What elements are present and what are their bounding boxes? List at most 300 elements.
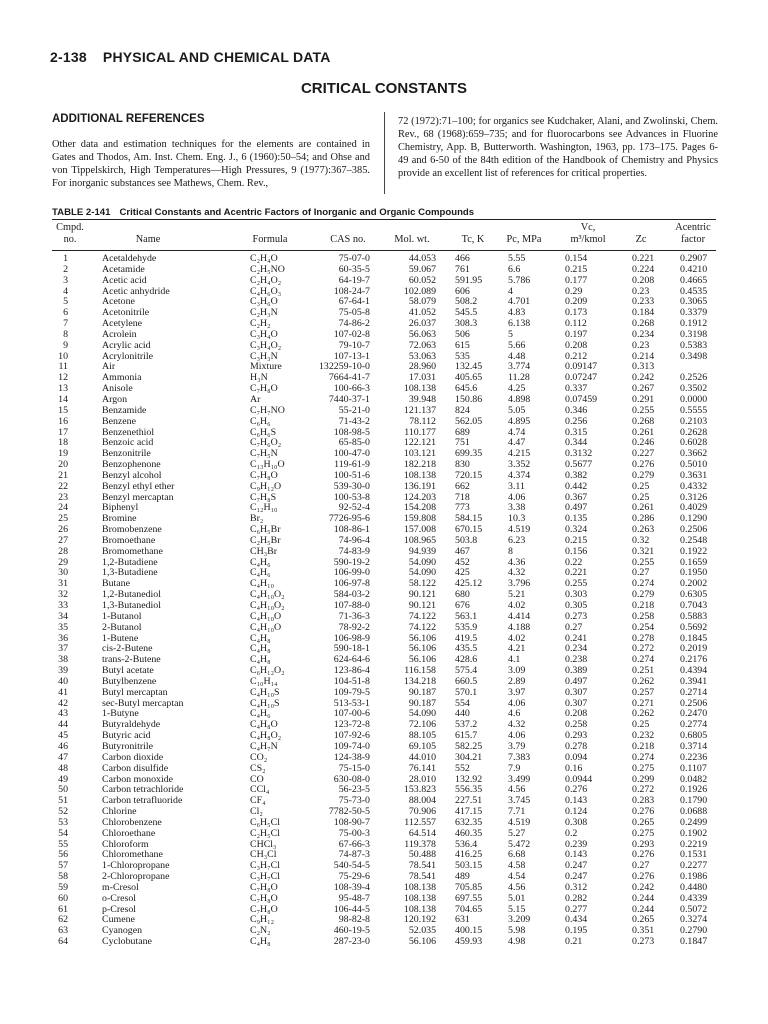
cas-number-cell: 100-51-6 — [333, 469, 370, 481]
formula-cell: C₄H₈ — [250, 632, 271, 644]
formula-cell: C₁₀H₁₄ — [250, 675, 278, 687]
acentric-factor-cell: 0.3498 — [680, 350, 708, 362]
acentric-factor-cell: 0.2219 — [680, 838, 708, 850]
compound-name-cell: Benzyl ethyl ether — [102, 480, 175, 492]
critical-temperature-cell: 660.5 — [455, 675, 478, 687]
critical-volume-cell: 0.337 — [565, 383, 588, 395]
molecular-weight-cell: 17.031 — [408, 372, 436, 384]
formula-cell: C₁₂H₁₀ — [250, 502, 278, 514]
molecular-weight-cell: 88.004 — [408, 795, 436, 807]
cas-number-cell: 539-30-0 — [333, 480, 370, 492]
critical-temperature-cell: 535.9 — [455, 621, 478, 633]
compound-name-cell: Chlorobenzene — [102, 816, 162, 828]
critical-volume-cell: 0.156 — [565, 545, 588, 557]
compound-name-cell: 1,2-Butanediol — [102, 589, 161, 601]
formula-cell: CH₃Br — [250, 545, 278, 557]
molecular-weight-cell: 134.218 — [403, 675, 436, 687]
row-number-cell: 59 — [58, 881, 68, 893]
critical-pressure-cell: 3.774 — [508, 361, 531, 373]
critical-volume-cell: 0.173 — [565, 307, 588, 319]
acentric-factor-cell: 0.1790 — [680, 795, 708, 807]
critical-temperature-cell: 570.1 — [455, 686, 478, 698]
compressibility-factor-cell: 0.25 — [632, 480, 650, 492]
cas-number-cell: 123-86-4 — [333, 665, 370, 677]
critical-volume-cell: 0.256 — [565, 415, 588, 427]
row-number-cell: 50 — [58, 784, 68, 796]
acentric-factor-cell: 0.3631 — [680, 469, 708, 481]
molecular-weight-cell: 44.010 — [408, 751, 436, 763]
cas-number-cell: 67-64-1 — [338, 296, 370, 308]
cas-number-cell: 123-72-8 — [333, 719, 370, 731]
row-number-cell: 40 — [58, 675, 68, 687]
formula-cell: C₂H₅Br — [250, 534, 281, 546]
header-zc: Zc — [635, 234, 647, 245]
acentric-factor-cell: 0.6805 — [680, 730, 708, 742]
molecular-weight-cell: 90.187 — [408, 686, 436, 698]
formula-cell: C₄H₁₀O — [250, 610, 282, 622]
critical-pressure-cell: 5.98 — [508, 925, 526, 937]
critical-volume-cell: 0.094 — [565, 751, 588, 763]
molecular-weight-cell: 74.122 — [408, 621, 436, 633]
row-number-cell: 4 — [63, 285, 68, 297]
compressibility-factor-cell: 0.244 — [632, 903, 655, 915]
cas-number-cell: 590-19-2 — [333, 556, 370, 568]
acentric-factor-cell: 0.2236 — [680, 751, 708, 763]
critical-pressure-cell: 4.414 — [508, 610, 531, 622]
table-row — [52, 547, 716, 558]
acentric-factor-cell: 0.0482 — [680, 773, 708, 785]
formula-cell: H₃N — [250, 372, 268, 384]
critical-pressure-cell: 4.519 — [508, 524, 531, 536]
formula-cell: CCl₄ — [250, 784, 270, 796]
row-number-cell: 14 — [58, 393, 68, 405]
compound-name-cell: Bromine — [102, 513, 137, 525]
acentric-factor-cell: 0.5383 — [680, 339, 708, 351]
table-title: Critical Constants and Acentric Factors of Inorganic and Organic Compounds — [119, 207, 475, 218]
molecular-weight-cell: 103.121 — [403, 448, 436, 460]
compressibility-factor-cell: 0.267 — [632, 383, 655, 395]
critical-volume-cell: 0.143 — [565, 849, 588, 861]
molecular-weight-cell: 122.121 — [403, 437, 436, 449]
critical-pressure-cell: 4.374 — [508, 469, 531, 481]
compound-name-cell: Cumene — [102, 914, 135, 926]
row-number-cell: 3 — [63, 274, 68, 286]
critical-temperature-cell: 615 — [455, 339, 470, 351]
critical-pressure-cell: 4.98 — [508, 936, 526, 948]
compound-name-cell: Acetone — [102, 296, 135, 308]
acentric-factor-cell: 0.5010 — [680, 459, 708, 471]
cas-number-cell: 79-10-7 — [338, 339, 370, 351]
formula-cell: C₃H₇Cl — [250, 871, 280, 883]
formula-cell: C₄H₆O₃ — [250, 285, 282, 297]
molecular-weight-cell: 153.823 — [403, 784, 436, 796]
row-number-cell: 33 — [58, 600, 68, 611]
critical-pressure-cell: 4.1 — [508, 654, 521, 666]
molecular-weight-cell: 124.203 — [403, 491, 436, 503]
compressibility-factor-cell: 0.279 — [632, 469, 655, 481]
acentric-factor-cell: 0.5072 — [680, 903, 708, 915]
compound-name-cell: Butane — [102, 578, 130, 590]
critical-temperature-cell: 697.55 — [455, 892, 483, 904]
compound-name-cell: Benzonitrile — [102, 448, 151, 460]
compound-name-cell: 1-Butene — [102, 632, 139, 644]
critical-volume-cell: 0.07459 — [565, 393, 598, 405]
row-number-cell: 13 — [58, 383, 68, 395]
molecular-weight-cell: 136.191 — [403, 480, 436, 492]
critical-temperature-cell: 704.65 — [455, 903, 483, 915]
row-number-cell: 38 — [58, 654, 68, 666]
critical-pressure-cell: 4.701 — [508, 296, 531, 308]
critical-pressure-cell: 6.68 — [508, 849, 526, 861]
critical-pressure-cell: 5.786 — [508, 274, 531, 286]
critical-volume-cell: 0.177 — [565, 274, 588, 286]
critical-temperature-cell: 425 — [455, 567, 470, 579]
row-number-cell: 19 — [58, 448, 68, 460]
critical-pressure-cell: 10.3 — [508, 513, 526, 525]
table-row — [52, 720, 716, 731]
critical-volume-cell: 0.497 — [565, 675, 588, 687]
compound-name-cell: Bromobenzene — [102, 524, 162, 536]
formula-cell: C₆H₅Cl — [250, 816, 280, 828]
acentric-factor-cell: 0.2277 — [680, 860, 708, 872]
row-number-cell: 27 — [58, 534, 68, 546]
row-number-cell: 54 — [58, 827, 68, 839]
formula-cell: C₄H₈ — [250, 654, 271, 666]
compound-name-cell: Acetonitrile — [102, 307, 150, 319]
critical-pressure-cell: 4.36 — [508, 556, 526, 568]
compressibility-factor-cell: 0.218 — [632, 740, 655, 752]
compressibility-factor-cell: 0.276 — [632, 871, 655, 883]
critical-temperature-cell: 466 — [455, 253, 470, 264]
critical-volume-cell: 0.442 — [565, 480, 588, 492]
acentric-factor-cell: 0.4480 — [680, 881, 708, 893]
critical-volume-cell: 0.307 — [565, 686, 588, 698]
molecular-weight-cell: 56.106 — [408, 643, 436, 655]
acentric-factor-cell: 0.2002 — [680, 578, 708, 590]
critical-temperature-cell: 830 — [455, 459, 470, 471]
compressibility-factor-cell: 0.291 — [632, 393, 655, 405]
critical-volume-cell: 0.112 — [565, 318, 587, 330]
formula-cell: C₄H₁₀ — [250, 578, 275, 590]
cas-number-cell: 7440-37-1 — [328, 393, 370, 405]
critical-volume-cell: 0.239 — [565, 838, 588, 850]
molecular-weight-cell: 108.138 — [403, 903, 436, 915]
formula-cell: CHCl₃ — [250, 838, 277, 850]
critical-temperature-cell: 606 — [455, 285, 470, 297]
critical-pressure-cell: 4.02 — [508, 600, 526, 611]
formula-cell: Br₂ — [250, 513, 264, 525]
formula-cell: C₆H₁₂O₂ — [250, 665, 285, 677]
compressibility-factor-cell: 0.255 — [632, 404, 655, 416]
formula-cell: C₂N₂ — [250, 925, 271, 937]
compound-name-cell: Acetic anhydride — [102, 285, 170, 297]
row-number-cell: 43 — [58, 708, 68, 720]
compound-name-cell: Benzenethiol — [102, 426, 155, 438]
table-row — [52, 796, 716, 807]
critical-volume-cell: 0.282 — [565, 892, 588, 904]
compressibility-factor-cell: 0.246 — [632, 437, 655, 449]
critical-pressure-cell: 3.352 — [508, 459, 531, 471]
formula-cell: CS₂ — [250, 762, 266, 774]
critical-volume-cell: 0.293 — [565, 730, 588, 742]
cas-number-cell: 100-53-8 — [333, 491, 370, 503]
acentric-factor-cell: 0.3198 — [680, 328, 708, 340]
critical-temperature-cell: 720.15 — [455, 469, 483, 481]
table-row — [52, 438, 716, 449]
references-right-text: 72 (1972):71–100; for organics see Kudchaker, Alani, and Zwolinski, Chem. Rev., 68 (1968):659–735; and for fluorocarbons see Advances in Fluorine Chemistry, App. B, Butterworth. Washington, 1963, pp. 173–175. Pages 6-49 and 6-50 of the 84th edition of the Handbook of Chemistry and Physics provide an excellent list of references for critical properties. — [398, 116, 718, 180]
compound-name-cell: Butyric acid — [102, 730, 151, 742]
critical-temperature-cell: 631 — [455, 914, 470, 926]
critical-pressure-cell: 4.6 — [508, 708, 521, 720]
header-cas: CAS no. — [330, 234, 366, 245]
row-number-cell: 5 — [63, 296, 68, 308]
acentric-factor-cell: 0.3379 — [680, 307, 708, 319]
formula-cell: C₄H₈ — [250, 936, 271, 948]
critical-temperature-cell: 459.93 — [455, 936, 483, 948]
molecular-weight-cell: 64.514 — [408, 827, 436, 839]
critical-volume-cell: 0.22 — [565, 556, 583, 568]
table-row — [52, 319, 716, 330]
table-row — [52, 699, 716, 710]
critical-pressure-cell: 6.23 — [508, 534, 526, 546]
cas-number-cell: 75-07-0 — [338, 253, 370, 264]
critical-temperature-cell: 304.21 — [455, 751, 483, 763]
critical-temperature-cell: 506 — [455, 328, 470, 340]
compound-name-cell: Carbon tetrafluoride — [102, 795, 183, 807]
acentric-factor-cell: 0.4339 — [680, 892, 708, 904]
critical-volume-cell: 0.154 — [565, 253, 588, 264]
table-row — [52, 872, 716, 883]
acentric-factor-cell: 0.1290 — [680, 513, 708, 525]
critical-pressure-cell: 11.28 — [508, 372, 530, 384]
acentric-factor-cell: 0.5692 — [680, 621, 708, 633]
molecular-weight-cell: 90.121 — [408, 589, 436, 601]
cas-number-cell: 109-74-0 — [333, 740, 370, 752]
compound-name-cell: 1,3-Butadiene — [102, 567, 158, 579]
table-row — [52, 352, 716, 363]
formula-cell: C₇H₈O — [250, 383, 278, 395]
critical-temperature-cell: 591.95 — [455, 274, 483, 286]
critical-pressure-cell: 4.06 — [508, 697, 526, 709]
table-row — [52, 384, 716, 395]
cas-number-cell: 7726-95-6 — [328, 513, 370, 525]
molecular-weight-cell: 26.037 — [408, 318, 436, 330]
compressibility-factor-cell: 0.272 — [632, 784, 655, 796]
critical-temperature-cell: 416.25 — [455, 849, 483, 861]
critical-volume-cell: 0.247 — [565, 871, 588, 883]
compressibility-factor-cell: 0.25 — [632, 719, 650, 731]
compound-name-cell: Cyanogen — [102, 925, 143, 937]
row-number-cell: 60 — [58, 892, 68, 904]
cas-number-cell: 108-98-5 — [333, 426, 370, 438]
compound-name-cell: Carbon tetrachloride — [102, 784, 184, 796]
molecular-weight-cell: 116.158 — [404, 665, 436, 677]
molecular-weight-cell: 90.121 — [408, 600, 436, 611]
compound-name-cell: 1-Butanol — [102, 610, 142, 622]
compound-name-cell: Carbon monoxide — [102, 773, 174, 785]
column-divider — [384, 112, 385, 194]
cas-number-cell: 65-85-0 — [338, 437, 370, 449]
critical-temperature-cell: 552 — [455, 762, 470, 774]
critical-volume-cell: 0.382 — [565, 469, 588, 481]
compound-name-cell: 1-Butyne — [102, 708, 139, 720]
critical-pressure-cell: 5.05 — [508, 404, 526, 416]
row-number-cell: 10 — [58, 350, 68, 362]
acentric-factor-cell: 0.6305 — [680, 589, 708, 601]
cas-number-cell: 107-88-0 — [333, 600, 370, 611]
acentric-factor-cell: 0.2907 — [680, 253, 708, 264]
critical-pressure-cell: 4.32 — [508, 567, 526, 579]
molecular-weight-cell: 120.192 — [403, 914, 436, 926]
table-row — [52, 406, 716, 417]
table-row — [52, 417, 716, 428]
compound-name-cell: Air — [102, 361, 116, 373]
compressibility-factor-cell: 0.351 — [632, 925, 655, 937]
acentric-factor-cell: 0.2628 — [680, 426, 708, 438]
compound-name-cell: 2-Butanol — [102, 621, 142, 633]
critical-volume-cell: 0.312 — [565, 881, 588, 893]
table-row — [52, 341, 716, 352]
formula-cell: C₄H₈ — [250, 643, 271, 655]
compressibility-factor-cell: 0.274 — [632, 578, 655, 590]
molecular-weight-cell: 121.137 — [403, 404, 436, 416]
formula-cell: C₂H₄O — [250, 253, 278, 264]
cas-number-cell: 75-00-3 — [338, 827, 370, 839]
acentric-factor-cell: 0.2499 — [680, 816, 708, 828]
acentric-factor-cell: 0.1950 — [680, 567, 708, 579]
header-pc: Pc, MPa — [506, 234, 542, 245]
compound-name-cell: Chloroform — [102, 838, 149, 850]
row-number-cell: 30 — [58, 567, 68, 579]
critical-pressure-cell: 7.71 — [508, 806, 526, 818]
cas-number-cell: 106-44-5 — [333, 903, 370, 915]
molecular-weight-cell: 76.141 — [408, 762, 436, 774]
compound-name-cell: Acetic acid — [102, 274, 147, 286]
row-number-cell: 58 — [58, 871, 68, 883]
row-number-cell: 32 — [58, 589, 68, 601]
cas-number-cell: 92-52-4 — [338, 502, 370, 514]
row-number-cell: 62 — [58, 914, 68, 926]
molecular-weight-cell: 94.939 — [408, 545, 436, 557]
acentric-factor-cell: 0.2774 — [680, 719, 708, 731]
cas-number-cell: 109-79-5 — [333, 686, 370, 698]
acentric-factor-cell: 0.4029 — [680, 502, 708, 514]
cas-number-cell: 132259-10-0 — [318, 361, 370, 373]
critical-temperature-cell: 417.15 — [455, 806, 483, 818]
molecular-weight-cell: 108.138 — [403, 881, 436, 893]
cas-number-cell: 108-86-1 — [333, 524, 370, 536]
compound-name-cell: Butyl acetate — [102, 665, 154, 677]
critical-pressure-cell: 4.56 — [508, 881, 526, 893]
formula-cell: C₄H₁₀S — [250, 697, 280, 709]
critical-pressure-cell: 7.383 — [508, 751, 531, 763]
critical-temperature-cell: 705.85 — [455, 881, 483, 893]
critical-temperature-cell: 132.92 — [455, 773, 483, 785]
critical-temperature-cell: 419.5 — [455, 632, 478, 644]
critical-volume-cell: 0.221 — [565, 567, 588, 579]
row-number-cell: 51 — [58, 795, 68, 807]
cas-number-cell: 100-66-3 — [333, 383, 370, 395]
critical-pressure-cell: 3.11 — [508, 480, 525, 492]
row-number-cell: 24 — [58, 502, 68, 514]
row-number-cell: 35 — [58, 621, 68, 633]
compressibility-factor-cell: 0.299 — [632, 773, 655, 785]
compound-name-cell: 1,3-Butanediol — [102, 600, 161, 611]
compressibility-factor-cell: 0.261 — [632, 502, 655, 514]
table-row — [52, 915, 716, 926]
formula-cell: C₂H₃N — [250, 307, 278, 319]
compound-name-cell: Benzoic acid — [102, 437, 154, 449]
row-number-cell: 55 — [58, 838, 68, 850]
formula-cell: C₇H₈O — [250, 903, 278, 915]
molecular-weight-cell: 88.105 — [408, 730, 436, 742]
molecular-weight-cell: 58.079 — [408, 296, 436, 308]
cas-number-cell: 124-38-9 — [333, 751, 370, 763]
table-row — [52, 254, 716, 265]
critical-temperature-cell: 563.1 — [455, 610, 478, 622]
critical-volume-cell: 0.278 — [565, 740, 588, 752]
compound-name-cell: Acetaldehyde — [102, 253, 157, 264]
critical-volume-cell: 0.215 — [565, 263, 588, 275]
cas-number-cell: 55-21-0 — [338, 404, 370, 416]
critical-volume-cell: 0.255 — [565, 578, 588, 590]
table-row — [52, 601, 716, 612]
cas-number-cell: 71-43-2 — [338, 415, 370, 427]
acentric-factor-cell: 0.3065 — [680, 296, 708, 308]
cas-number-cell: 108-90-7 — [333, 816, 370, 828]
compound-name-cell: Benzene — [102, 415, 136, 427]
compressibility-factor-cell: 0.276 — [632, 849, 655, 861]
critical-temperature-cell: 132.45 — [455, 361, 483, 373]
cas-number-cell: 107-92-6 — [333, 730, 370, 742]
acentric-factor-cell: 0.4210 — [680, 263, 708, 275]
cas-number-cell: 78-92-2 — [338, 621, 370, 633]
compressibility-factor-cell: 0.221 — [632, 253, 655, 264]
molecular-weight-cell: 52.035 — [408, 925, 436, 937]
cas-number-cell: 67-66-3 — [338, 838, 370, 850]
critical-volume-cell: 0.124 — [565, 806, 588, 818]
acentric-factor-cell: 0.3502 — [680, 383, 708, 395]
critical-volume-cell: 0.324 — [565, 524, 588, 536]
molecular-weight-cell: 119.378 — [404, 838, 436, 850]
molecular-weight-cell: 154.208 — [403, 502, 436, 514]
table-row — [52, 308, 716, 319]
formula-cell: C₇H₈O — [250, 881, 278, 893]
critical-temperature-cell: 425.12 — [455, 578, 483, 590]
critical-pressure-cell: 4.25 — [508, 383, 526, 395]
cas-number-cell: 106-99-0 — [333, 567, 370, 579]
cas-number-cell: 100-47-0 — [333, 448, 370, 460]
acentric-factor-cell: 0.2506 — [680, 524, 708, 536]
critical-volume-cell: 0.308 — [565, 816, 588, 828]
molecular-weight-cell: 78.541 — [408, 871, 436, 883]
compound-name-cell: Anisole — [102, 383, 133, 395]
row-number-cell: 9 — [63, 339, 68, 351]
critical-pressure-cell: 4.74 — [508, 426, 526, 438]
compressibility-factor-cell: 0.32 — [632, 534, 650, 546]
formula-cell: C₄H₇N — [250, 740, 278, 752]
compressibility-factor-cell: 0.268 — [632, 415, 655, 427]
acentric-factor-cell: 0.1845 — [680, 632, 708, 644]
critical-temperature-cell: 308.3 — [455, 318, 478, 330]
compound-name-cell: Carbon dioxide — [102, 751, 164, 763]
acentric-factor-cell: 0.4535 — [680, 285, 708, 297]
formula-cell: C₂H₄O₂ — [250, 274, 282, 286]
critical-pressure-cell: 5.27 — [508, 827, 526, 839]
compound-name-cell: Chloromethane — [102, 849, 163, 861]
compressibility-factor-cell: 0.27 — [632, 567, 650, 579]
critical-pressure-cell: 4.58 — [508, 860, 526, 872]
